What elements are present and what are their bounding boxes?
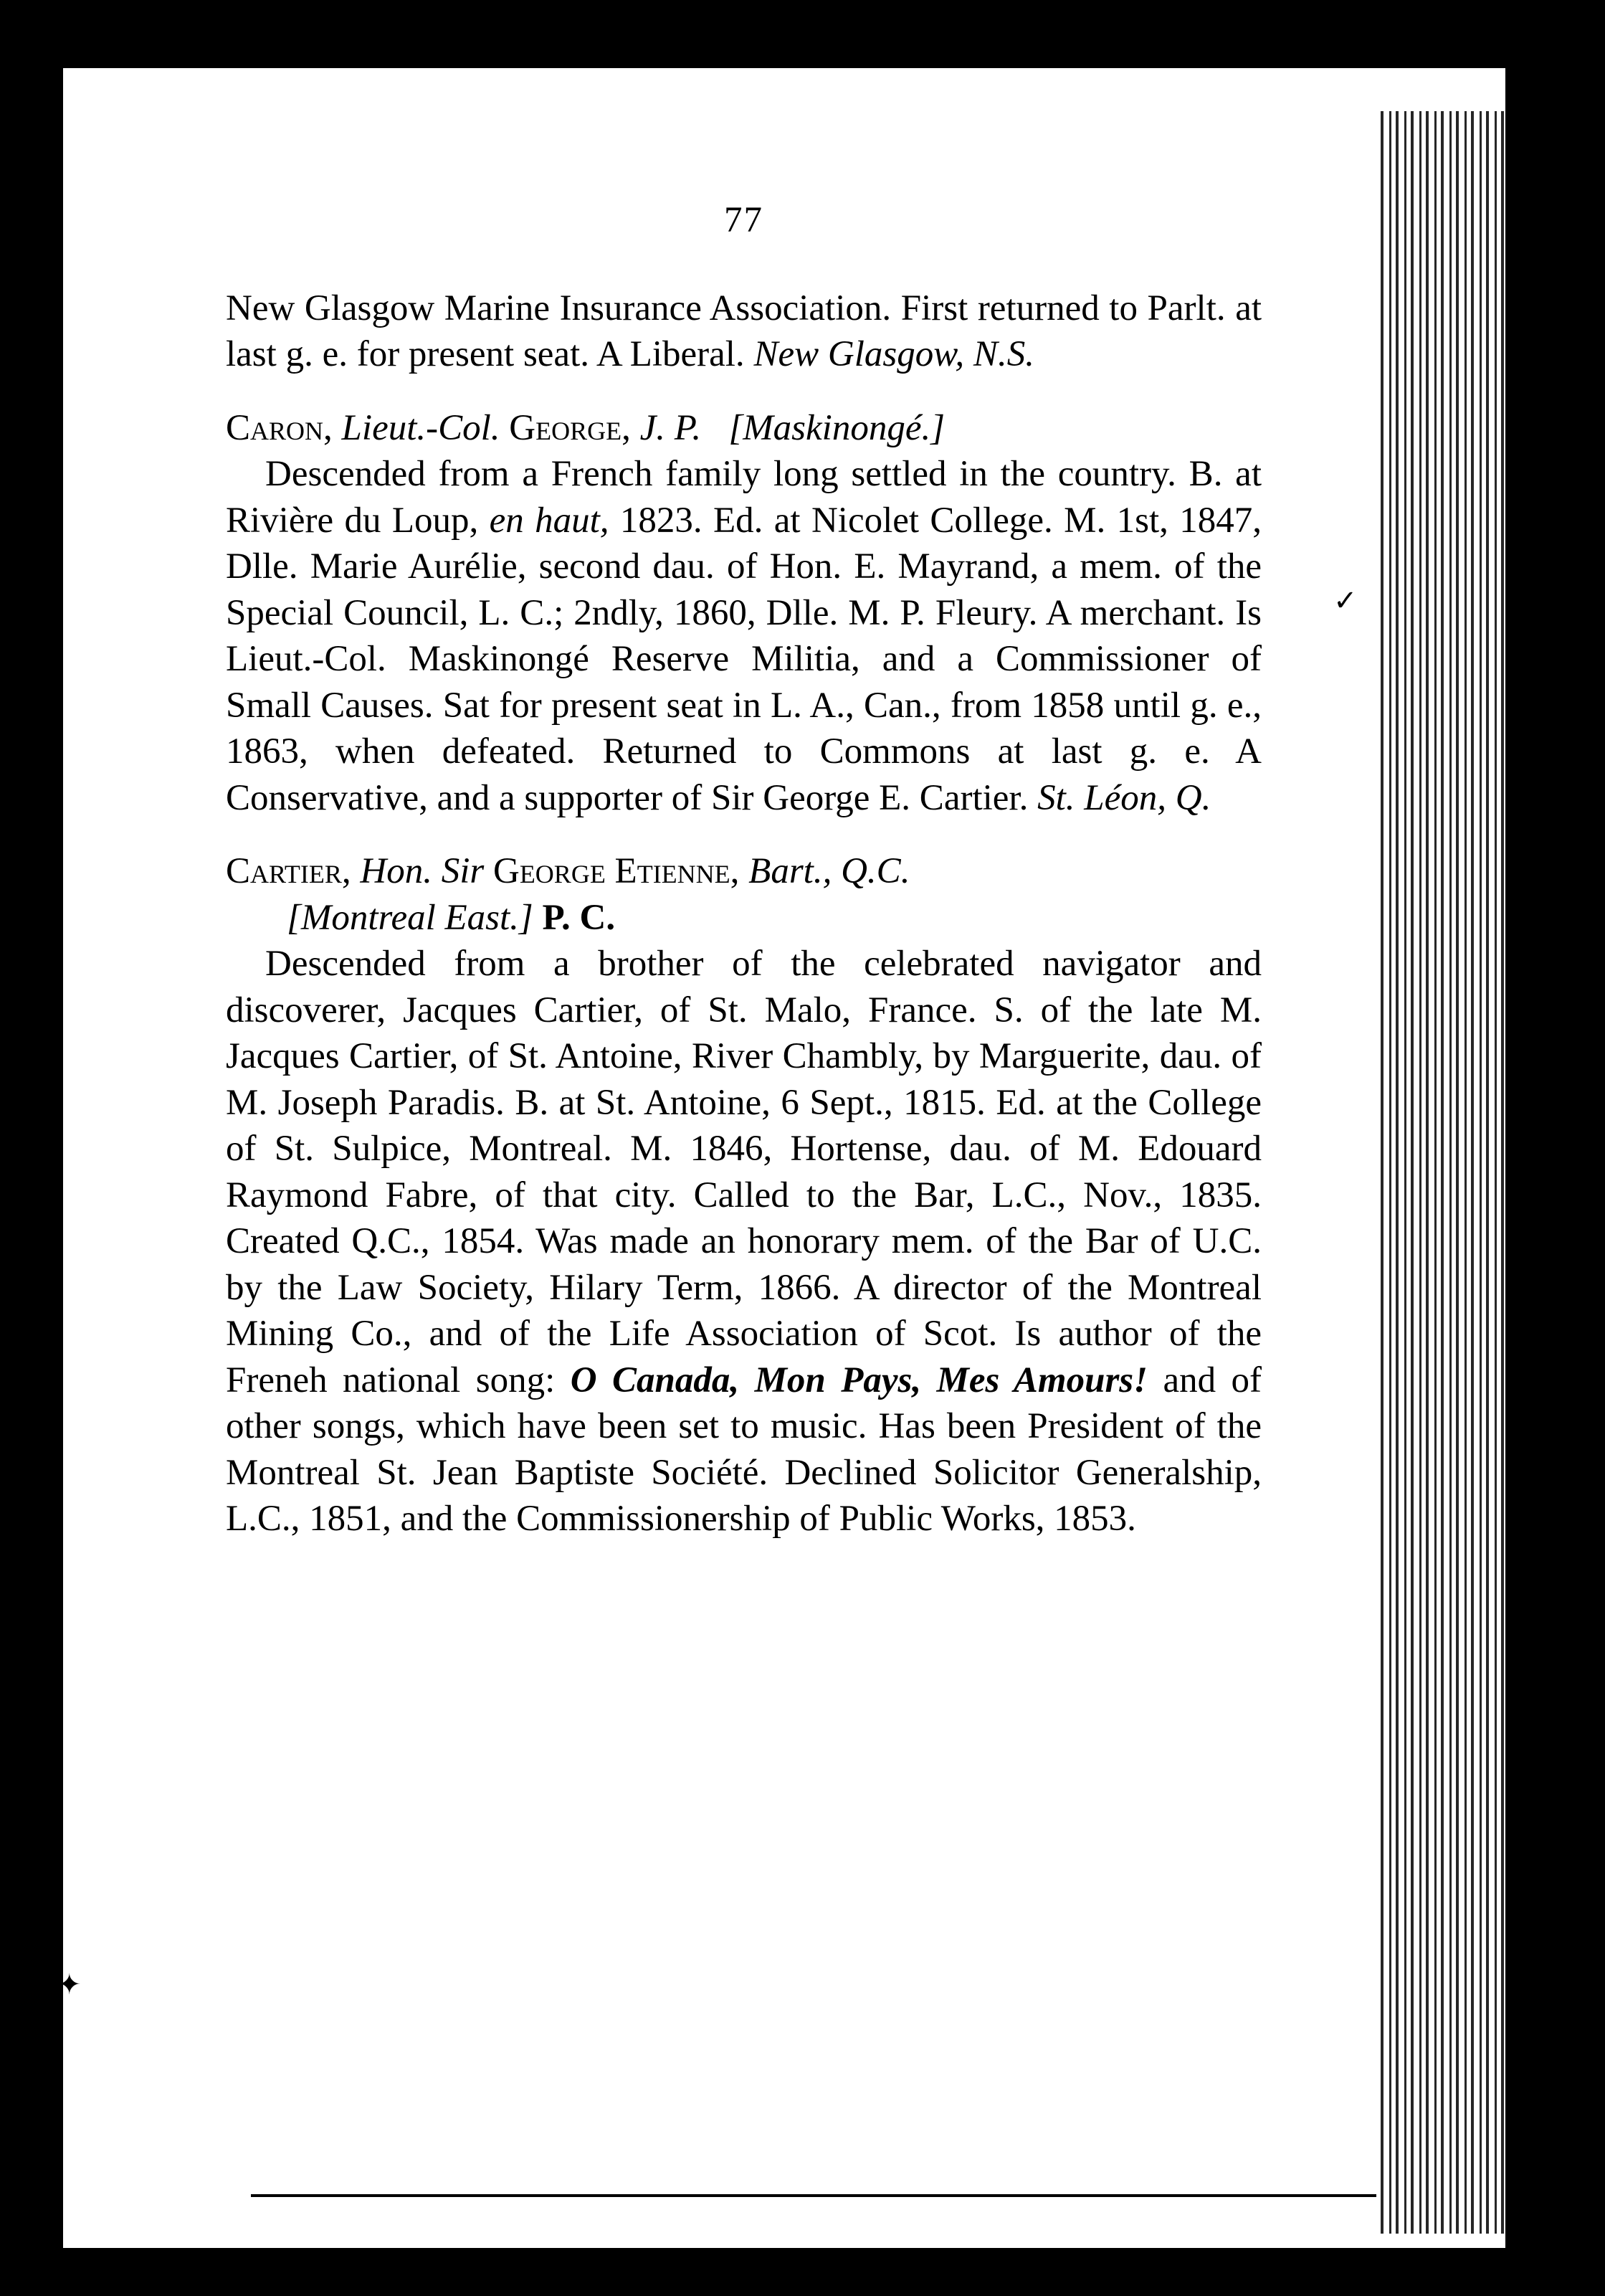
cartier-qc: Q.C. (841, 851, 910, 891)
caron-rank: Lieut.-Col. (341, 407, 500, 448)
continued-place: New Glasgow, N.S. (753, 334, 1034, 374)
right-page-edge (1376, 111, 1505, 2234)
cartier-bart: Bart., (748, 851, 832, 891)
continued-text: New Glasgow Marine Insurance Association. First returned to Parlt. at last g. e. for present seat. A Liberal. (226, 288, 1262, 374)
cartier-hon: Hon. (360, 851, 432, 891)
cartier-body-b: and of other songs, which have been set to music. Has been President of the Montreal St. Jean Baptiste Société. Declined Solicitor Generalship, L.C., 1851, and the Commissionership of Public Works, 1853. (226, 1360, 1262, 1539)
cartier-song: O Canada, Mon Pays, Mes Amours! (570, 1360, 1148, 1400)
continued-entry (226, 285, 1262, 378)
caron-body-b: 1823. Ed. at Nicolet College. M. 1st, 1847, Dlle. Marie Aurélie, second dau. of Hon. E. Mayrand, a mem. of the Special Council, L. C.; 2ndly, 1860, Dlle. M. P. Fleury. A merchant. Is Lieut.-Col. Maskinongé Reserve Militia, and a Commissioner of Small Causes. Sat for present seat in L. A., Can., from 1858 until g. e., 1863, when defeated. Returned to Commons at last g. e. A Conservative, and a supporter of Sir George E. Cartier. (226, 500, 1262, 818)
left-page-edge (43, 68, 63, 2248)
cartier-sir: Sir (441, 851, 485, 891)
page-text (226, 197, 1262, 1542)
cartier-heading-line2 (226, 895, 1262, 941)
page-number: 77 (724, 200, 763, 240)
caron-jp: J. P. (639, 407, 702, 448)
margin-mark: ✦ (57, 1968, 82, 2001)
caron-body (226, 451, 1262, 821)
margin-mark: ✓ (1333, 584, 1358, 617)
cartier-surname: Cartier, (226, 851, 351, 891)
caron-body-a: Descended from a French family long settled in the country. B. at Rivière du Loup, (226, 454, 1262, 541)
bottom-rule (251, 2194, 1376, 2197)
cartier-heading (226, 848, 1262, 895)
caron-en-haut: en haut, (489, 500, 609, 541)
cartier-riding: [Montreal East.] (287, 897, 533, 938)
cartier-forename: George Etienne, (492, 851, 740, 891)
caron-riding: [Maskinongé.] (728, 407, 946, 448)
cartier-pc: P. C. (542, 897, 616, 938)
book-page (43, 68, 1505, 2248)
cartier-body-a: Descended from a brother of the celebrated navigator and discoverer, Jacques Cartier, of St. Malo, France. S. of the late M. Jacques Cartier, of St. Antoine, River Chambly, by Marguerite, dau. of M. Joseph Paradis. B. at St. Antoine, 6 Sept., 1815. Ed. at the College of St. Sulpice, Montreal. M. 1846, Hortense, dau. of M. Edouard Raymond Fabre, of that city. Called to the Bar, L.C., Nov., 1835. Created Q.C., 1854. Was made an honorary mem. of the Bar of U.C. by the Law Society, Hilary Term, 1866. A director of the Montreal Mining Co., and of the Life Association of Scot. Is author of the Freneh national song: (226, 944, 1262, 1400)
caron-place: St. Léon, Q. (1037, 777, 1211, 818)
caron-heading (226, 405, 1262, 452)
caron-surname: Caron, (226, 407, 333, 448)
caron-forename: George, (509, 407, 631, 448)
cartier-body (226, 941, 1262, 1542)
